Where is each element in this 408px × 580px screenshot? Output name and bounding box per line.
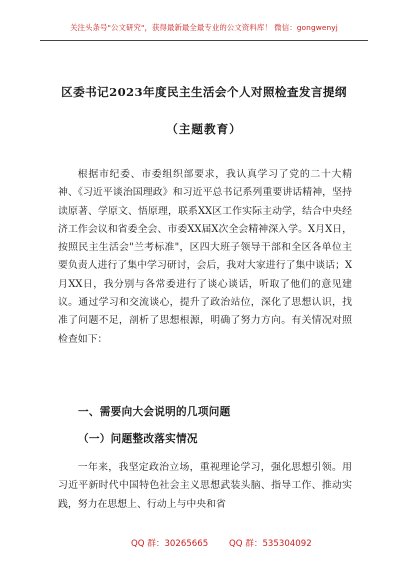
paragraph-intro: 根据市纪委、市委组织部要求，我认真学习了党的二十大精神、《习近平谈治国理政》和习近平总书记系列重要讲话精神，坚持读原著、学原文、悟原理，联系XX区工作实际主动学，结合中央经济工作会议和省委全会、市委XX届X次全会精神深入学。X月X日，按照民主生活会"兰考标准"，区四大班子领导干部和全区各单位主要负责人进行了集中学习研讨，会后，我对大家进行了集中谈话；X月XX日，我分别与各常委进行了谈心谈话，听取了他们的意见建议。通过学习和交流谈心，提升了政治站位，深化了思想认识，找准了问题不足，剖析了思想根源，明确了努力方向。有关情况对照检查如下： [58, 169, 352, 345]
footer-qq-group-1: QQ 群：30265665 [131, 539, 209, 549]
section-heading-1: 一、需要向大会说明的几项问题 [78, 406, 231, 418]
subsection-heading-1: （一）问题整改落实情况 [78, 433, 198, 445]
paragraph-section-1: 一年来，我坚定政治立场，重视理论学习，强化思想引领。用习近平新时代中国特色社会主义思想武装头脑、指导工作、推动实践，努力在思想上、行动上与中央和省 [58, 462, 352, 510]
header-divider [40, 40, 368, 41]
document-subtitle: （主题教育） [166, 122, 242, 136]
document-title: 区委书记2023年度民主生活会个人对照检查发言提纲 [61, 85, 347, 99]
header-banner: 关注头条号"公文研究"，获得最新最全最专业的公文资料库！ 微信：gongwenyj [70, 23, 338, 32]
footer-qq-group-2: QQ 群：535304092 [229, 539, 312, 549]
